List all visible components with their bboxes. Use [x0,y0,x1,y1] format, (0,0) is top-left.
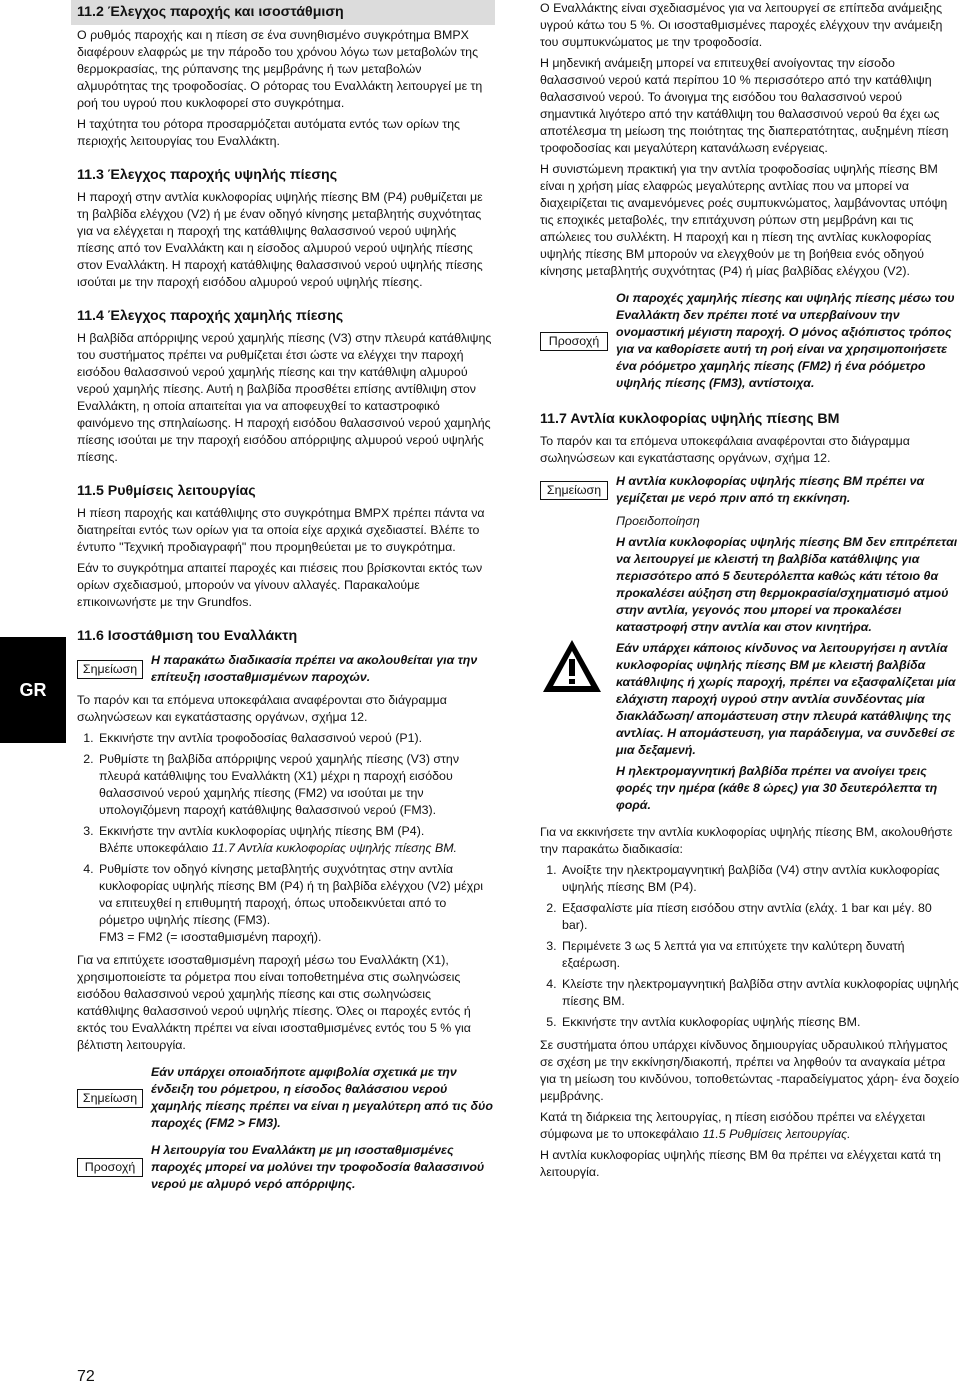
balancing-steps-list [77,730,495,946]
paragraph: Ο Εναλλάκτης είναι σχεδιασμένος για να λειτουργεί σε επίπεδα ανάμειξης υγρού κάτω του 5 %. Οι ισοσταθμισμένες παροχές ελέγχουν την ανάμειξη του συμπυκνώματος με την τροφοδοσία. [540,1,943,49]
note-text: Η αντλία κυκλοφορίας υψηλής πίεσης BM πρέπει να γεμίζεται με νερό πριν από τη εκκίνηση. [616,474,925,505]
note-callout [77,652,495,686]
warning-block [540,513,960,818]
paragraph: Σε συστήματα όπου υπάρχει κίνδυνος δημιουργίας υδραυλικού πλήγματος σε σχέση με την εκκίνηση/διακοπή, πρέπει να ληφθούν τα αναγκαία μέτρα για τη μείωση του κινδύνου, τοποθετώντας -παραδείγματος χάρη- ένα δοχείο μεμβράνης. [540,1038,960,1103]
section-11-6-title: 11.6 Ισοστάθμιση του Εναλλάκτη [77,628,298,644]
warning-paragraph: Εάν υπάρχει κάποιος κίνδυνος να λειτουργήσει η αντλία κυκλοφορίας υψηλής πίεσης BM με κλειστή βαλβίδα κατάθλιψης ή χωρίς παροχή, πρέπει να εξασφαλίζεται μία ελάχιστη παροχή υγρού στην αντλία συνδέοντας μία διακλάδωση/ απομάστευση στην πλευρά κατάθλιψης της αντλίας. Η απομάστευση, για παράδειγμα, να συνδεθεί σε μια δεξαμενή. [616,641,956,757]
start-steps-list [540,862,960,1031]
step-text: Εκκινήστε την αντλία τροφοδοσίας θαλασσινού νερού (P1). [99,731,423,745]
list-item: 1. Ανοίξτε την ηλεκτρομαγνητική βαλβίδα (V4) στην αντλία κυκλοφορίας υψηλής πίεσης BM (P4). [560,862,960,896]
right-column [540,0,960,1185]
step-text: Εκκινήστε την αντλία κυκλοφορίας υψηλής πίεσης BM (P4). [99,824,425,838]
section-11-6-paragraph: Για να επιτύχετε ισοσταθμισμένη παροχή μέσω του Εναλλάκτη (X1), χρησιμοποιείστε τα ρόμετρα που είναι τοποθετημένα στις σωληνώσεις εισόδου θαλασσινού νερού χαμηλής πίεσης και στις σωληνώσεις κατάθλιψης θαλασσινού νερού υψηλής πίεσης. Όλες οι παροχές εντός ή εκτός του Εναλλάκτη πρέπει να είναι ισοσταθμισμένες εντός του 5 % για βέλτιστη λειτουργία. [77,953,471,1052]
list-item: 5. Εκκινήστε την αντλία κυκλοφορίας υψηλής πίεσης BM. [560,1014,960,1031]
language-tab-label: GR [19,679,47,700]
warning-paragraph: Η ηλεκτρομαγνητική βαλβίδα πρέπει να ανοίγει τρεις φορές την ημέρα (κάθε 8 ώρες) για 30 δευτερόλεπτα τη φορά. [616,764,938,812]
note-callout [77,1064,495,1132]
page-number: 72 [77,1368,95,1385]
note-tag: Σημείωση [77,1089,143,1108]
caution-tag: Προσοχή [77,1158,143,1177]
note-tag: Σημείωση [540,481,608,500]
warning-icon-column [540,513,616,818]
section-11-2-title: 11.2 Έλεγχος παροχής και ισοστάθμιση [71,0,495,25]
step-reference-prefix: Βλέπε υποκεφάλαιο [99,841,212,855]
paragraph-text: Κατά τη διάρκεια της λειτουργίας, η πίεση εισόδου πρέπει να ελέγχεται σύμφωνα με το υποκεφάλαιο [540,1110,926,1141]
paragraph [540,1109,960,1143]
note-text: Η παρακάτω διαδικασία πρέπει να ακολουθείται για την επίτευξη ισοσταθμισμένων παροχών. [151,653,478,684]
section-11-4-paragraph: Η βαλβίδα απόρριψης νερού χαμηλής πίεσης (V3) στην πλευρά κατάθλιψης του συστήματος πρέπει να ρυθμίζεται έτσι ώστε να ελέγχει την παροχή εισόδου θαλασσινού νερού χαμηλής πίεσης και την κατάθλιψη αλμυρού νερού χαμηλής πίεσης. Αυτή η βαλβίδα προσθέτει επίσης αντίθλιψη στον Εναλλάκτη, η οποία απαιτείται για να αποφευχθεί το καταστροφικό φαινόμενο της σπηλαίωσης. Η παροχή εισόδου θαλασσινού νερού χαμηλής πίεσης ισούται με την παροχή εισόδου απόρριψης αλμυρού νερού υψηλής πίεσης. [77,331,492,464]
section-11-5-title: 11.5 Ρυθμίσεις λειτουργίας [77,483,256,499]
section-11-3-title: 11.3 Έλεγχος παροχής υψηλής πίεσης [77,167,338,183]
list-item: 2. Εξασφαλίστε μία πίεση εισόδου στην αντλία (ελάχ. 1 bar και μέγ. 80 bar). [560,900,960,934]
paragraph: Η συνιστώμενη πρακτική για την αντλία τροφοδοσίας υψηλής πίεσης BM είναι η χρήση μίας ελαφρώς μεγαλύτερης αντλίας που να μπορεί να διαχειρίζεται τις αναμενόμενες ροές συμπυκνώματος, λαμβάνοντας υπόψη τις εποχικές μεταβολές, την επιτάχυνση ρύπων στη μεμβράνη και τις απώλειες του συλλέκτη. Η παροχή και η πίεση της αντλίας κυκλοφορίας υψηλής πίεσης BM μπορούν να ελεγχθούν με τη βοήθεια ενός οδηγού κίνησης μεταβλητής συχνότητας (P4) ή μίας βαλβίδας ελέγχου (V2). [540,162,948,278]
section-11-2-paragraph: Η ταχύτητα του ρότορα προσαρμόζεται αυτόματα εντός των ορίων της περιοχής λειτουργίας του Εναλλάκτη. [77,117,461,148]
section-11-3-paragraph: Η παροχή στην αντλία κυκλοφορίας υψηλής πίεσης BM (P4) ρυθμίζεται με τη βαλβίδα ελέγχου (V2) ή με έναν οδηγό κίνησης μεταβλητής συχνότητας για να ελέγχεται η παροχή της κατάθλιψης θαλασσινού νερού υψηλής πίεσης από τον Εναλλάκτη και η είσοδος αλμυρού νερού υψηλής πίεσης στον Εναλλάκτη. Η παροχή κατάθλιψης θαλασσινού νερού υψηλής πίεσης ισούται με την παροχή εισόδου αλμυρού νερού υψηλής πίεσης. [77,190,483,289]
paragraph: Η αντλία κυκλοφορίας υψηλής πίεσης BM θα πρέπει να ελέγχεται κατά τη λειτουργία. [540,1148,941,1179]
step-formula: FM3 = FM2 (= ισοσταθμισμένη παροχή). [99,930,322,944]
section-11-5-paragraph: Εάν το συγκρότημα απαιτεί παροχές και πιέσεις που βρίσκονται εκτός των ορίων σχεδιασμού, μπορούν να γίνουν αλλαγές. Παρακαλούμε επικοινωνήστε με την Grundfos. [77,561,483,609]
paragraph: Η μηδενική ανάμειξη μπορεί να επιτευχθεί ανοίγοντας την είσοδο θαλασσινού νερού κατά περίπου 10 % περισσότερο από την κατάθλιψη θαλασσινού νερού. Το άνοιγμα της εισόδου του θαλασσινού νερού σημαντικά λιγότερο από την κατάθλιψη του θαλασσινού νερού θα έχει ως αποτέλεσμα τη μείωση της ποιότητας της διαπερατότητας, αυξημένη πίεση τροφοδοσίας και μεγαλύτερη κατανάλωση ενέργειας. [540,56,949,155]
section-11-5-paragraph: Η πίεση παροχής και κατάθλιψης στο συγκρότημα BMPX πρέπει πάντα να διατηρείται εντός των ορίων για τα οποία είχε αρχικά σχεδιαστεί. Βλέπε το έντυπο "Τεχνική προδιαγραφή" που προμηθεύεται με το συγκρότημα. [77,506,485,554]
caution-text: Η λειτουργία του Εναλλάκτη με μη ισοσταθμισμένες παροχές μπορεί να μολύνει την τροφοδοσία θαλασσινού νερού με αλμυρό νερό απόρριψης. [151,1143,485,1191]
left-column [77,0,495,1199]
step-text: Ρυθμίστε τον οδηγό κίνησης μεταβλητής συχνότητας στην αντλία κυκλοφορίας υψηλής πίεσης BM (P4) ή τη βαλβίδα ελέγχου (V2) μέχρι να επιτευχθεί η επιθυμητή παροχή, όπως υποδεικνύεται από το ρόμετρο υψηλής πίεσης (FM3). [99,862,483,927]
section-11-7-title: 11.7 Αντλία κυκλοφορίας υψηλής πίεσης BM [540,411,840,427]
caution-callout [540,290,960,392]
warning-triangle-icon [540,637,604,695]
note-tag: Σημείωση [77,660,143,679]
step-text: Ρυθμίστε τη βαλβίδα απόρριψης νερού χαμηλής πίεσης (V3) στην πλευρά κατάθλιψης του Εναλλάκτη (X1) μέχρι η παροχή εισόδου θαλασσινού νερού χαμηλής πίεσης (FM2) να ισούται με την υπολογιζόμενη παροχή κατάθλιψης θαλασσινού νερού (FM3). [99,752,460,817]
caution-callout [77,1142,495,1193]
section-11-2-paragraph: Ο ρυθμός παροχής και η πίεση σε ένα συνηθισμένο συγκρότημα BMPX διαφέρουν ελαφρώς με την πάροδο του χρόνου λόγω των μεταβολών της θερμοκρασίας, της ρύπανσης της μεμβράνης ή των μεταβολών αλμυρότητας της τροφοδοσίας. Ο ρότορας του Εναλλάκτη λειτουργεί με τη ροή του υγρού που κυκλοφορεί στο συγκρότημα. [77,28,483,110]
note-callout [540,473,960,507]
section-11-7-paragraph: Το παρόν και τα επόμενα υποκεφάλαια αναφέρονται στο διάγραμμα σωληνώσεων και εγκατάστασης οργάνων, σχήμα 12. [540,434,910,465]
list-item [97,730,495,747]
list-item [97,823,495,857]
caution-text: Οι παροχές χαμηλής πίεσης και υψηλής πίεσης μέσω του Εναλλάκτη δεν πρέπει ποτέ να υπερβαίνουν την ονομαστική μέγιστη παροχή. Ο μόνος αξιόπιστος τρόπος για να καθορίσετε αυτή τη ροή είναι να χρησιμοποιήσετε ένα ρόόμετρο χαμηλής πίεσης (FM2) ή ένα ρόόμετρο υψηλής πίεσης (FM3), αντίστοιχα. [616,291,955,390]
warning-text [616,513,960,818]
note-text: Εάν υπάρχει οποιαδήποτε αμφιβολία σχετικά με την ένδειξη του ρόμετρου, η είσοδος θαλάσσιου νερού χαμηλής πίεσης πρέπει να είναι η μεγαλύτερη από τις δύο παροχές (FM2 > FM3). [151,1065,493,1130]
list-item: 3. Περιμένετε 3 ως 5 λεπτά για να επιτύχετε την καλύτερη δυνατή εξαέρωση. [560,938,960,972]
step-reference: 11.7 Αντλία κυκλοφορίας υψηλής πίεσης BM. [211,841,458,855]
warning-paragraph: Η αντλία κυκλοφορίας υψηλής πίεσης BM δεν επιτρέπεται να λειτουργεί με κλειστή τη βαλβίδα κατάθλιψης για περισσότερο από 5 δευτερόλεπτα καθώς κάτι τέτοιο θα προκαλέσει αύξηση στη θερμοκρασία/σχηματισμό ατμού στην αντλία, γεγονός που μπορεί να προκαλέσει καταστροφή στην αντλία και στον κινητήρα. [616,535,958,634]
list-item [97,861,495,946]
language-tab [0,637,66,743]
warning-heading: Προειδοποίηση [616,514,700,528]
section-11-4-title: 11.4 Έλεγχος παροχής χαμηλής πίεσης [77,308,344,324]
section-11-6-paragraph: Το παρόν και τα επόμενα υποκεφάλαια αναφέρονται στο διάγραμμα σωληνώσεων και εγκατάστασης οργάνων, σχήμα 12. [77,693,447,724]
paragraph: Για να εκκινήσετε την αντλία κυκλοφορίας υψηλής πίεσης BM, ακολουθήστε την παρακάτω διαδικασία: [540,825,953,856]
section-reference: 11.5 Ρυθμίσεις λειτουργίας. [702,1127,851,1141]
list-item: 4. Κλείστε την ηλεκτρομαγνητική βαλβίδα στην αντλία κυκλοφορίας υψηλής πίεσης BM. [560,976,960,1010]
caution-tag: Προσοχή [540,332,608,351]
list-item [97,751,495,819]
